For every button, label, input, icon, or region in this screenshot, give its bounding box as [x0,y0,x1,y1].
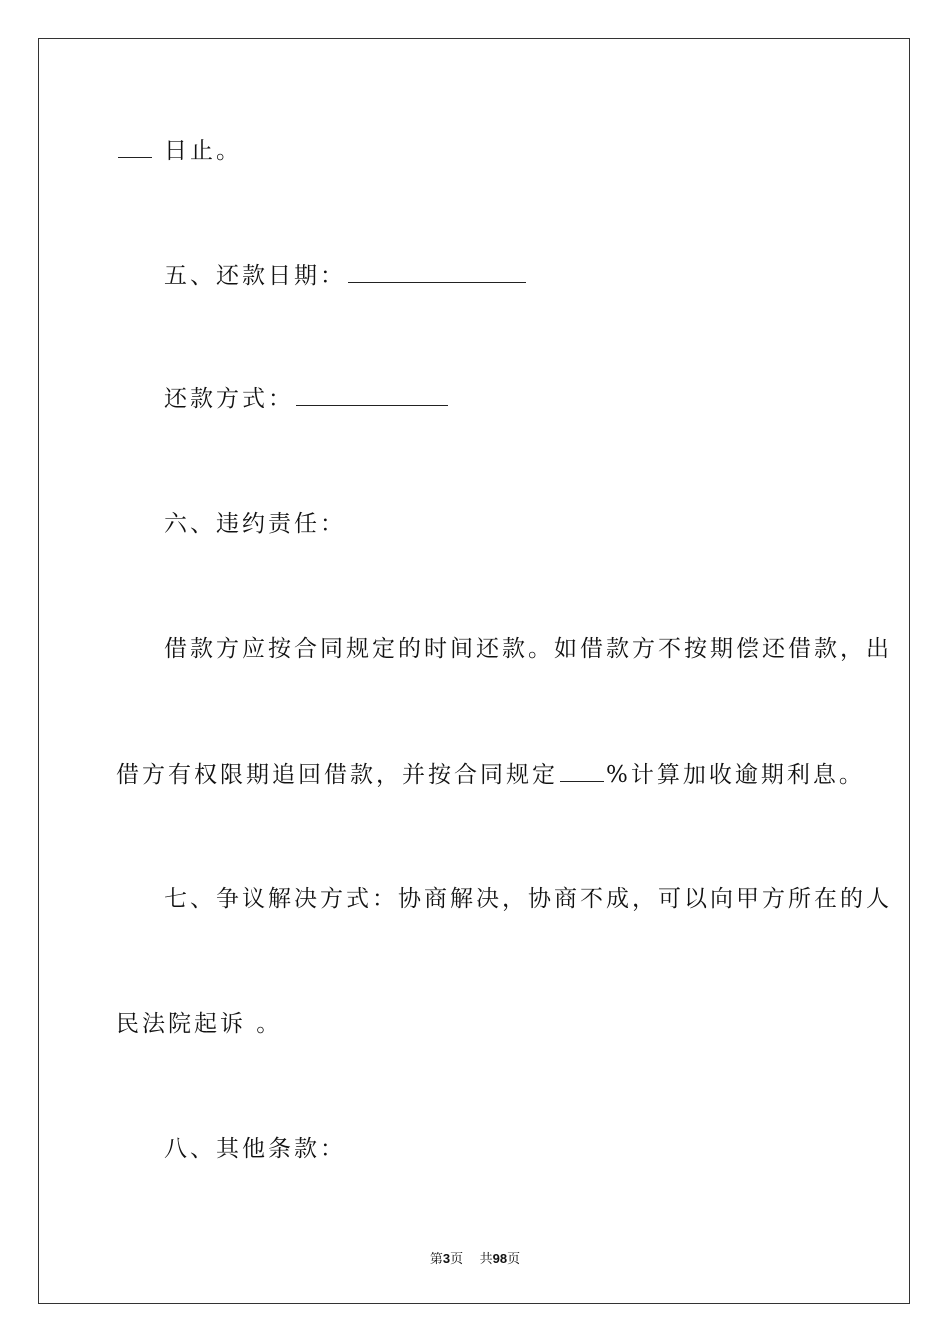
line-day-end [116,135,242,166]
clause-5-label: 五、还款日期： [164,263,346,289]
clause-8-heading: 八、其他条款： [164,1136,346,1162]
footer-page-number: 3 [442,1251,451,1266]
clause-7-line-2: 民法院起诉 。 [116,1011,283,1037]
footer-page-suffix: 页 [450,1252,464,1267]
repayment-method [164,383,450,414]
footer-total-prefix: 共 [479,1252,493,1267]
footer-total-suffix: 页 [507,1252,521,1267]
page-border [38,38,910,1304]
footer-total-pages: 98 [492,1251,508,1266]
blank-repayment-date [348,260,526,283]
clause-6-line-2-post: %计算加收逾期利息。 [606,762,865,788]
clause-6-paragraph-line-2 [116,759,865,790]
clause-6-line-2-pre: 借方有权限期追回借款，并按合同规定 [116,762,558,788]
blank-interest-rate [560,759,604,782]
page-footer [0,1248,950,1267]
repayment-method-label: 还款方式： [164,386,294,412]
clause-5-repayment-date [164,260,528,291]
blank-repayment-method [296,383,448,406]
clause-6-paragraph-line-1: 借款方应按合同规定的时间还款。如借款方不按期偿还借款，出 [164,636,892,662]
blank-day [118,135,152,158]
line-day-end-text: 日止。 [164,138,242,164]
clause-6-heading: 六、违约责任： [164,511,346,537]
footer-page-prefix: 第 [429,1252,443,1267]
clause-7-line-1: 七、争议解决方式：协商解决，协商不成，可以向甲方所在的人 [164,886,892,912]
